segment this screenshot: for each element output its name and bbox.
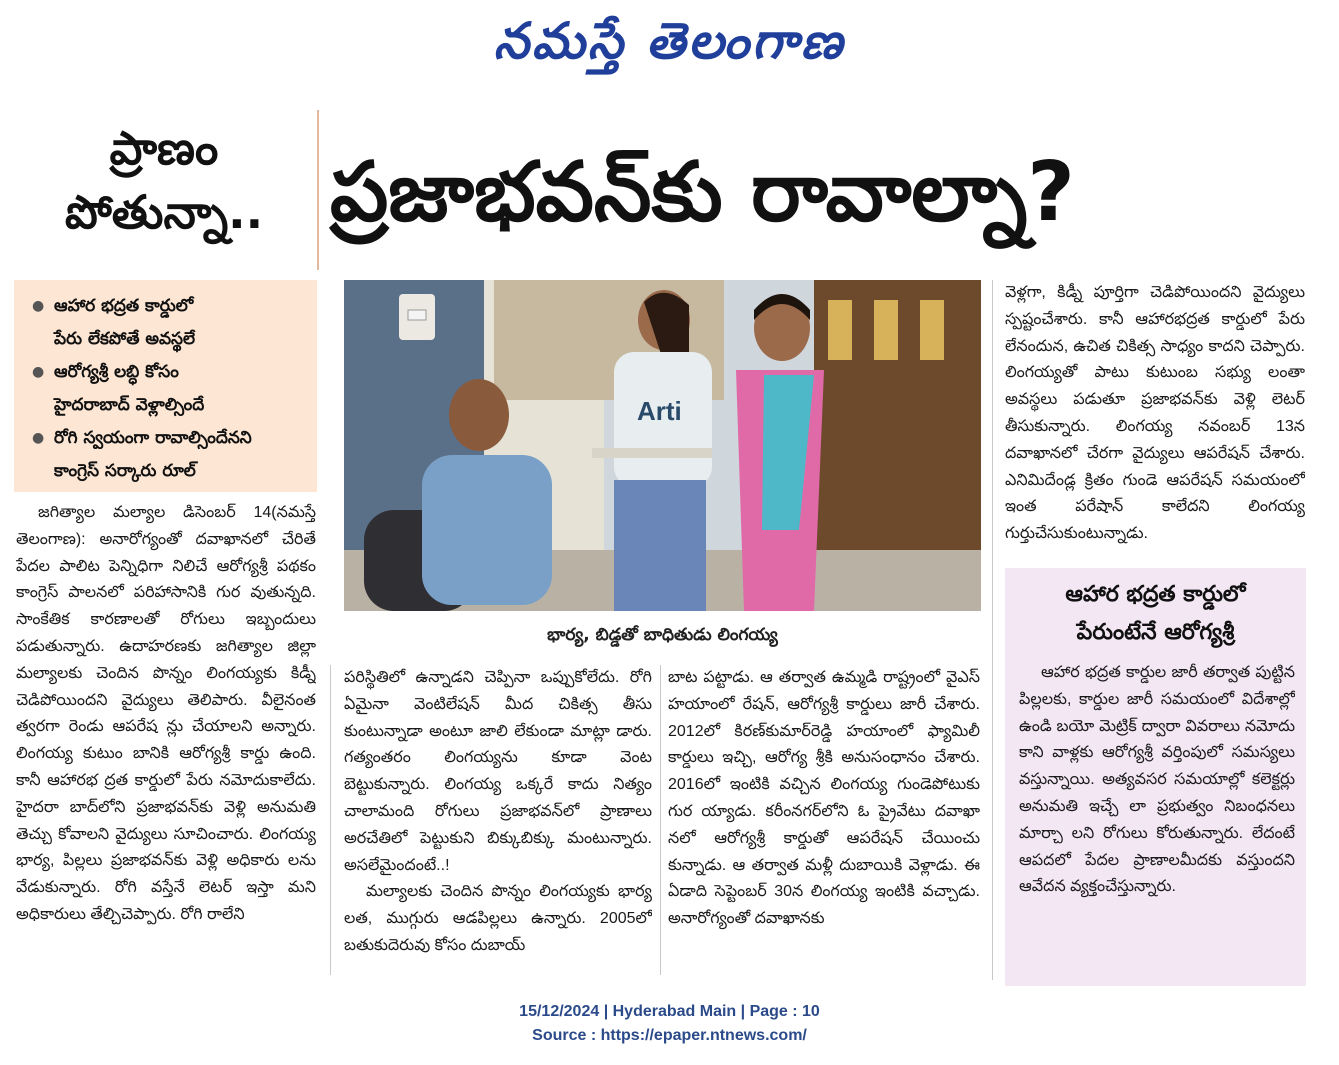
- photo-caption: భార్య, బిడ్డతో బాధితుడు లింగయ్య: [547, 625, 778, 645]
- article-column-2: [344, 665, 652, 975]
- bullet-icon: ●: [32, 364, 45, 380]
- article-paragraph: పరిస్థితిలో ఉన్నాడని చెప్పినా ఒప్పుకోలేదు. రోగి ఏమైనా వెంటిలేషన్ మీద చికిత్స తీసు కుంటున్నాడా అంటూ జాలి లేకుండా మాట్లా డారు. గత్యంతరం లింగయ్యను కూడా వెంట బెట్టుకున్నారు. లింగయ్య ఒక్కరే కాదు నిత్యం చాలామంది రోగులు ప్రజాభవన్‌లో ప్రాణాలు అరచేతిలో పెట్టుకుని బిక్కుబిక్కు మంటున్నారు. అసలేమైందంటే..!: [344, 669, 652, 874]
- shirt-text: Arti: [637, 396, 682, 426]
- side-headline-line2: పోతున్నా..: [64, 185, 264, 239]
- page-footer: [0, 1000, 1339, 1048]
- article-paragraph: వెళ్లగా, కిడ్నీ పూర్తిగా చెడిపోయిందని వైద్యులు స్పష్టంచేశారు. కానీ ఆహారభద్రత కార్డులో పేరు లేనందున, ఉచిత చికిత్స సాధ్యం కాదని చెప్పారు. లింగయ్యతో పాటు కుటుంబ సభ్యు లంతా అవస్థలు పడుతూ ప్రజాభవన్‌కు వెళ్లి లెటర్ తీసుకున్నారు. లింగయ్య నవంబర్ 13న దవాఖానలో చేరగా వైద్యులు ఆపరేషన్ చేశారు. ఎనిమిదేండ్ల క్రితం గుండె ఆపరేషన్ సమయంలో ఇంత పరేషాన్ కాలేదని లింగయ్య గుర్తుచేసుకుంటున్నాడు.: [1005, 284, 1305, 543]
- footer-source-link[interactable]: Source : https://epaper.ntnews.com/: [532, 1027, 807, 1044]
- highlight-text: ఆరోగ్యశ్రీ లబ్ధి కోసం: [54, 362, 179, 382]
- article-paragraph: మల్యాలకు చెందిన పొన్నం లింగయ్యకు భార్య లత, ముగ్గురు ఆడపిల్లలు ఉన్నారు. 2005లో బతుకుదెరువు కోసం దుబాయ్: [344, 883, 652, 954]
- article-column-3: [668, 665, 980, 975]
- highlight-item: [32, 422, 309, 488]
- main-headline: ప్రజాభవన్‌కు రావాల్నా?: [330, 145, 1075, 240]
- column-divider: [660, 665, 661, 975]
- highlight-text: కాంగ్రెస్ సర్కారు రూల్: [54, 461, 196, 481]
- highlight-item: [32, 290, 309, 356]
- column-divider: [330, 665, 331, 975]
- article-column-1: [16, 500, 316, 980]
- headline-divider: [317, 110, 319, 270]
- column-divider: [992, 280, 993, 980]
- bullet-icon: ●: [32, 298, 45, 314]
- highlights-box: [14, 280, 317, 492]
- family-photo-illustration: [344, 280, 981, 611]
- news-photo: [344, 280, 981, 611]
- sidebar-title-line: ఆహార భద్రత కార్డులో: [1065, 582, 1246, 607]
- masthead-logo: నమస్తే తెలంగాణ: [493, 11, 846, 70]
- sidebar-box: [1005, 568, 1306, 986]
- sidebar-title-line: పేరుంటేనే ఆరోగ్యశ్రీ: [1076, 620, 1235, 645]
- bullet-icon: ●: [32, 430, 45, 446]
- sidebar-paragraph: ఆహార భద్రత కార్డుల జారీ తర్వాత పుట్టిన పిల్లలకు, కార్డుల జారీ సమయంలో విదేశాల్లో ఉండి బయో మెట్రిక్ ద్వారా వివరాలు నమోదు కాని వాళ్లకు ఆరోగ్యశ్రీ వర్తింపులో సమస్యలు వస్తున్నాయి. అత్యవసర సమయాల్లో కలెక్టర్లు అనుమతి ఇచ్చే లా ప్రభుత్వం నిబంధనలు మార్చా లని రోగులు కోరుతున్నారు. లేదంటే ఆపదలో పేదల ప్రాణాలమీదకు వస్తుందని ఆవేదన వ్యక్తంచేస్తున్నారు.: [1019, 664, 1295, 896]
- sidebar-box-body: [1019, 660, 1295, 975]
- article-column-4: [1005, 280, 1305, 562]
- highlight-text: ఆహార భద్రత కార్డులో: [54, 296, 194, 316]
- article-paragraph: జగిత్యాల మల్యాల డిసెంబర్ 14(నమస్తే తెలంగాణ): అనారోగ్యంతో దవాఖానలో చేరితే పేదల పాలిట పెన్నిధిగా నిలిచే ఆరోగ్యశ్రీ పథకం కాంగ్రెస్ పాలనలో పరిహాసానికి గుర వుతున్నది. సాంకేతిక కారణాలతో రోగులు ఇబ్బందులు పడుతున్నారు. ఉదాహరణకు జగిత్యాల జిల్లా మల్యాలకు చెందిన పొన్నం లింగయ్యకు కిడ్నీ చెడిపోయిందని వైద్యులు తెలిపారు. వీలైనంత త్వరగా రెండు ఆపరేష న్లు చేయాలని అన్నారు. లింగయ్య కుటుం బానికి ఆరోగ్యశ్రీ కార్డు ఉంది. కానీ ఆహారభ ద్రత కార్డులో పేరు నమోదుకాలేదు. హైదరా బాద్‌లోని ప్రజాభవన్‌కు వెళ్లి అనుమతి తెచ్చు కోవాలని వైద్యులు సూచించారు. లింగయ్య భార్య, పిల్లలు ప్రజాభవన్‌కు వెళ్లి అధికారు లను వేడుకున్నారు. రోగి వస్తేనే లెటర్ ఇస్తా మని అధికారులు తేల్చిచెప్పారు. రోగి రాలేని: [16, 504, 316, 923]
- highlight-item: [32, 356, 309, 422]
- article-paragraph: బాట పట్టాడు. ఆ తర్వాత ఉమ్మడి రాష్ట్రంలో వైఎస్ హయాంలో రేషన్, ఆరోగ్యశ్రీ కార్డులు జారీ చేశారు. 2012లో కిరణ్‌కుమార్‌రెడ్డి హయాంలో ఫ్యామిలీ కార్డులు ఇచ్చి, ఆరోగ్య శ్రీకి అనుసంధానం చేశారు. 2016లో ఇంటికి వచ్చిన లింగయ్య గుండెపోటుకు గుర య్యాడు. కరీంనగర్‌లోని ఓ ప్రైవేటు దవాఖా నలో ఆరోగ్యశ్రీ కార్డుతో ఆపరేషన్ చేయించు కున్నాడు. ఆ తర్వాత మళ్లీ దుబాయికి వెళ్లాడు. ఈ ఏడాది సెప్టెంబర్ 30న లింగయ్య ఇంటికి వచ్చాడు. అనారోగ్యంతో దవాఖానకు: [668, 669, 980, 928]
- highlight-text: హైదరాబాద్ వెళ్లాల్సిందే: [54, 395, 205, 415]
- side-headline-line1: ప్రాణం: [109, 121, 219, 175]
- highlight-text: పేరు లేకపోతే అవస్థలే: [54, 329, 196, 349]
- highlight-text: రోగి స్వయంగా రావాల్సిందేనని: [54, 428, 252, 448]
- sidebar-box-title: [1005, 576, 1306, 652]
- footer-date-edition: 15/12/2024 | Hyderabad Main | Page : 10: [519, 1003, 820, 1020]
- side-headline: [14, 112, 314, 272]
